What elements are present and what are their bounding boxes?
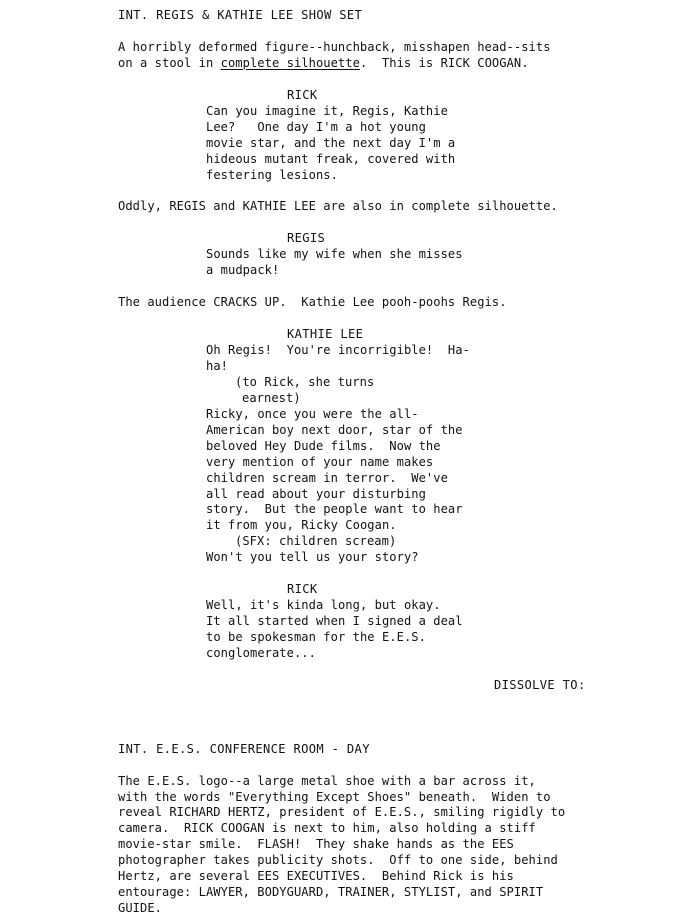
action-paragraph-4-line: with the words "Everything Except Shoes" beneath. Widen to [118,789,551,804]
dialogue-line: Oh Regis! You're incorrigible! Ha- [206,342,470,357]
spacer [0,758,700,774]
scene-heading-1: INT. REGIS & KATHIE LEE SHOW SET [118,8,363,22]
dialogue-line: very mention of your name makes [206,454,434,469]
dialogue-line: conglomerate... [206,646,316,661]
dialogue-line: children scream in terror. We've [206,470,448,485]
spacer [0,710,700,726]
dialogue-line: hideous mutant freak, covered with [206,151,456,166]
dialogue-line: a mudpack! [206,263,280,278]
dialogue-line: movie star, and the next day I'm a [206,135,456,150]
dialogue-line: It all started when I signed a deal [206,614,463,629]
action-paragraph-4-line: The E.E.S. logo--a large metal shoe with a bar across it, [118,773,536,788]
dialogue-line: American boy next door, star of the [206,422,463,437]
spacer [0,726,700,742]
dialogue-line: Sounds like my wife when she misses [206,247,463,262]
parenthetical-2-sfx: (SFX: children scream) [235,534,397,549]
spacer [0,694,700,710]
action-text-pre: on a stool in [118,55,221,70]
spacer [0,279,700,295]
dialogue-line: beloved Hey Dude films. Now the [206,438,441,453]
character-cue-rick-2: RICK [287,582,318,597]
parenthetical-1-continuation: earnest) [242,390,301,405]
dialogue-line: Won't you tell us your story? [206,550,419,565]
spacer [0,566,700,582]
action-paragraph-3: The audience CRACKS UP. Kathie Lee pooh-poohs Regis. [118,295,507,310]
character-cue-rick-1: RICK [287,87,318,102]
spacer [0,311,700,327]
action-paragraph-4-line: GUIDE. [118,901,162,916]
parenthetical-1: (to Rick, she turns [235,374,375,389]
action-paragraph-4-line: reveal RICHARD HERTZ, president of E.E.S., smiling rigidly to [118,805,566,820]
action-paragraph-4-line: entourage: LAWYER, BODYGUARD, TRAINER, STYLIST, and SPIRIT [118,885,544,900]
scene-heading-2: INT. E.E.S. CONFERENCE ROOM - DAY [118,741,370,756]
action-paragraph-4-line: Hertz, are several EES EXECUTIVES. Behind Rick is his [118,869,514,884]
action-paragraph-4-line: movie-star smile. FLASH! They shake hands as the EES [118,837,514,852]
dialogue-line: story. But the people want to hear [206,502,463,517]
action-paragraph-1-line-2 [118,56,700,72]
action-paragraph-1-line-1: A horribly deformed figure--hunchback, misshapen head--sits [118,39,551,54]
action-paragraph-2: Oddly, REGIS and KATHIE LEE are also in complete silhouette. [118,199,558,214]
dialogue-line: Can you imagine it, Regis, Kathie [206,103,448,118]
dialogue-line: to be spokesman for the E.E.S. [206,630,426,645]
character-cue-kathie-lee: KATHIE LEE [287,326,364,341]
dialogue-line: Well, it's kinda long, but okay. [206,598,441,613]
dialogue-line: Lee? One day I'm a hot young [206,119,426,134]
dialogue-line: it from you, Ricky Coogan. [206,518,397,533]
action-paragraph-4-line: camera. RICK COOGAN is next to him, also holding a stiff [118,821,536,836]
spacer [0,183,700,199]
spacer [0,215,700,231]
dialogue-line: all read about your disturbing [206,486,426,501]
action-text-post: . This is RICK COOGAN. [359,55,529,70]
action-paragraph-4-line: photographer takes publicity shots. Off to one side, behind [118,853,558,868]
spacer [0,662,700,678]
dialogue-line: ha! [206,358,228,373]
transition-dissolve-to: DISSOLVE TO: [494,677,586,692]
spacer [0,72,700,88]
spacer [0,24,700,40]
dialogue-line: Ricky, once you were the all- [206,406,419,421]
underlined-phrase: complete silhouette [220,55,360,70]
dialogue-line: festering lesions. [206,167,338,182]
character-cue-regis: REGIS [287,231,326,246]
